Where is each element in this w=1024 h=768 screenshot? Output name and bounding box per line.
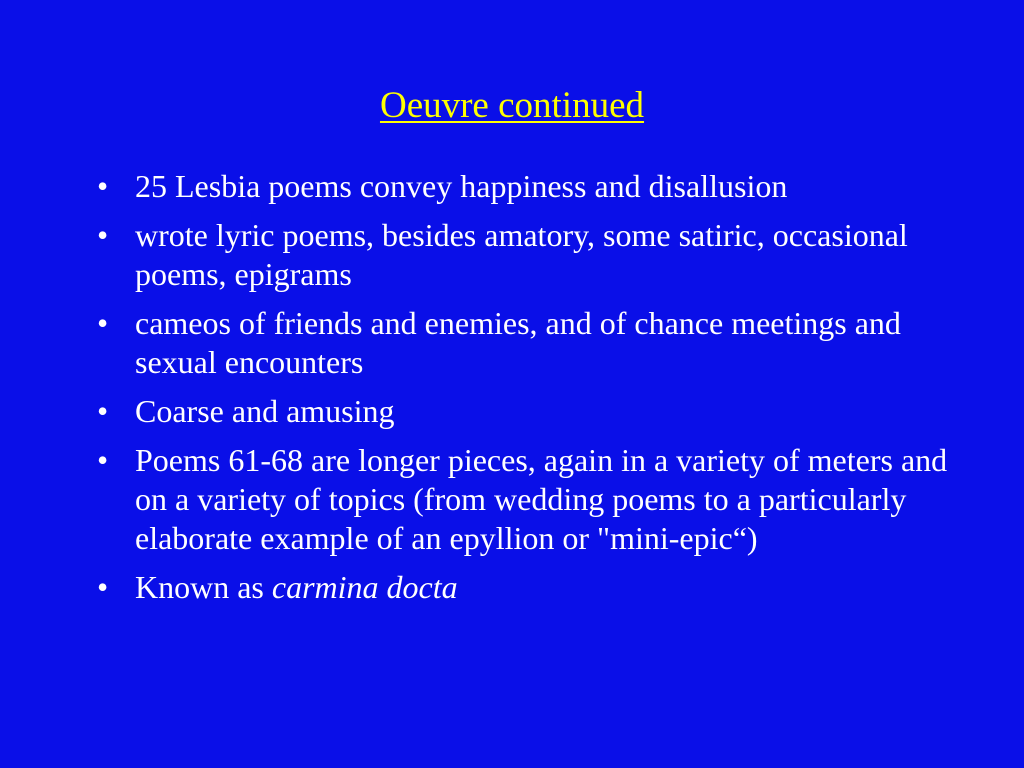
- bullet-text: cameos of friends and enemies, and of chance meetings and sexual encounters: [135, 305, 901, 380]
- bullet-text: Coarse and amusing: [135, 393, 395, 429]
- bullet-item: [97, 167, 967, 206]
- bullet-list: [97, 167, 967, 617]
- bullet-text: Poems 61-68 are longer pieces, again in a variety of meters and on a variety of topics (from wedding poems to a particularly elaborate example of an epyllion or "mini-epic“): [135, 442, 948, 556]
- bullet-text: 25 Lesbia poems convey happiness and disallusion: [135, 168, 788, 204]
- bullet-item: [97, 568, 967, 607]
- bullet-text: Known as: [135, 569, 272, 605]
- bullet-text: wrote lyric poems, besides amatory, some satiric, occasional poems, epigrams: [135, 217, 908, 292]
- bullet-icon: •: [97, 305, 109, 341]
- slide-title: Oeuvre continued: [379, 85, 645, 126]
- bullet-item: [97, 216, 967, 294]
- bullet-item: [97, 441, 967, 558]
- bullet-icon: •: [97, 442, 109, 478]
- bullet-icon: •: [97, 569, 109, 605]
- bullet-icon: •: [97, 217, 109, 253]
- bullet-item: [97, 304, 967, 382]
- bullet-icon: •: [97, 168, 109, 204]
- bullet-item: [97, 392, 967, 431]
- bullet-italic-text: carmina docta: [271, 569, 458, 605]
- bullet-icon: •: [97, 393, 109, 429]
